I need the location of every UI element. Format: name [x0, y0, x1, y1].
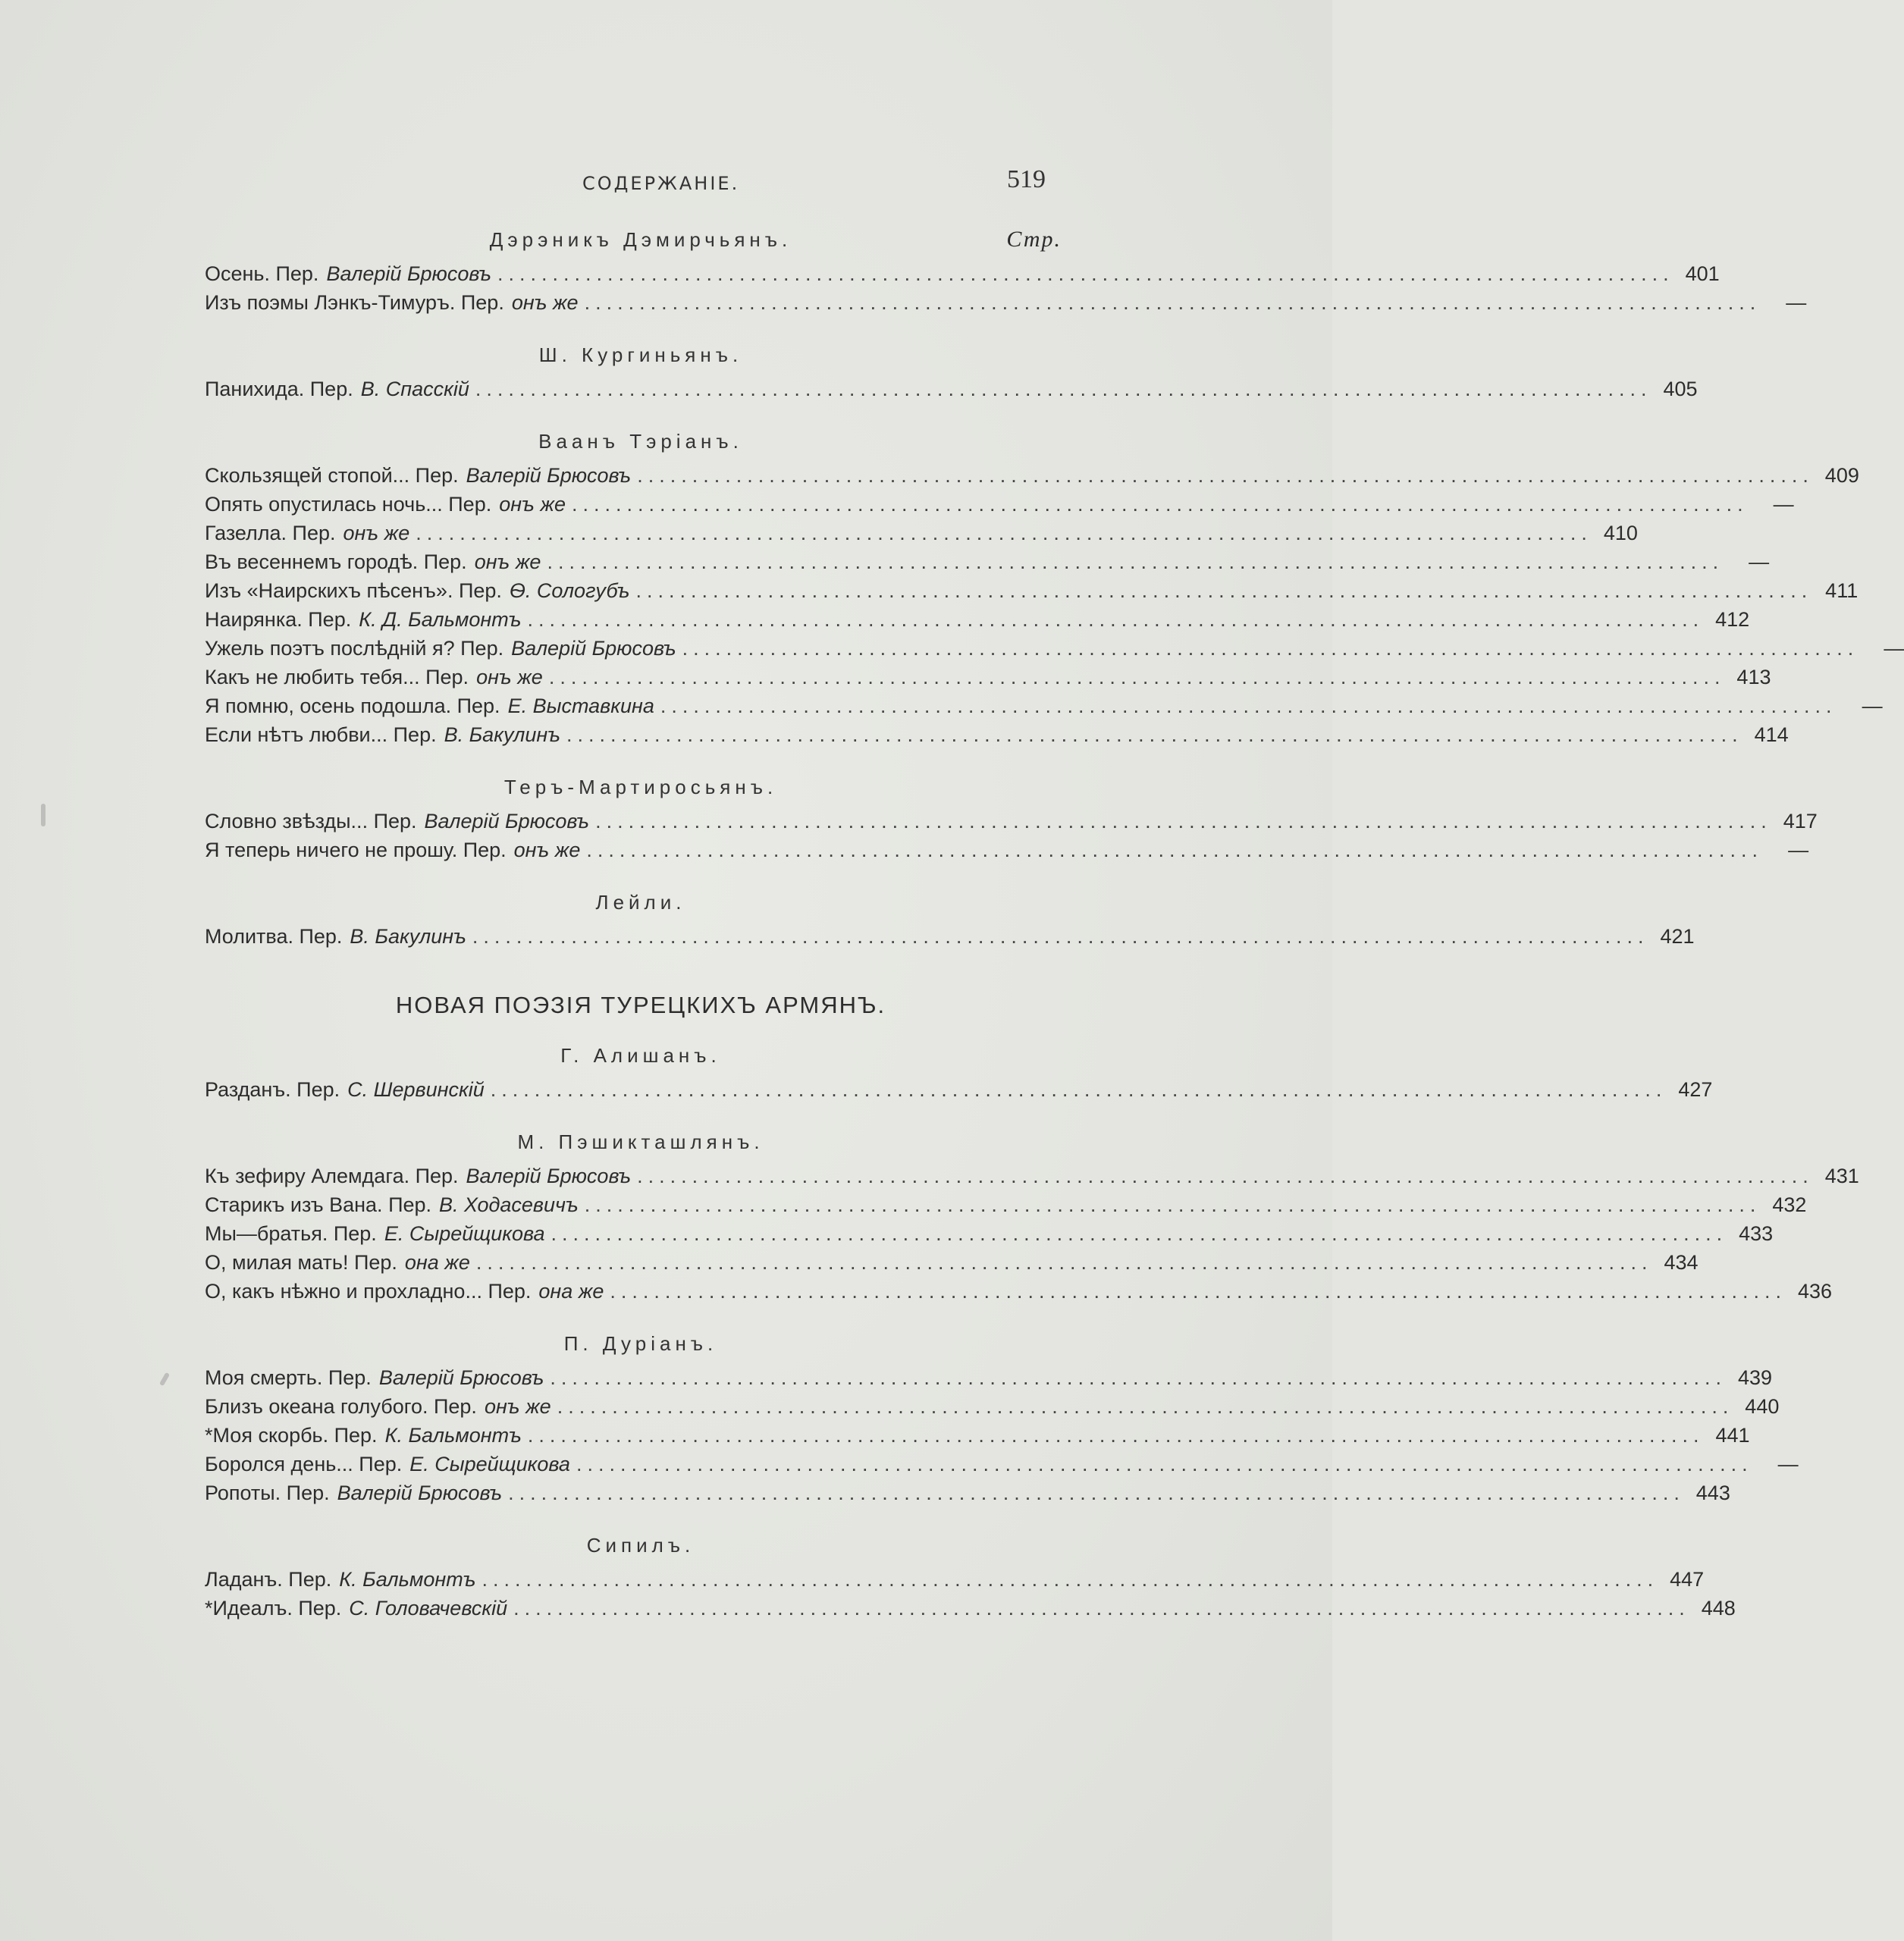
- entry-title: Наирянка. Пер.: [205, 608, 352, 631]
- toc-entry: [205, 461, 1859, 490]
- entry-page-number: —: [1884, 637, 1904, 660]
- toc-entry: [205, 547, 1770, 576]
- toc-entry: [205, 663, 1771, 691]
- toc-section: [205, 1526, 1736, 1623]
- entry-translator: Валерій Брюсовъ: [511, 637, 676, 660]
- entry-translator: Е. Сырейщикова: [384, 1222, 545, 1245]
- leader-dots: ...........................................................................................................: [595, 810, 1772, 833]
- toc-section: [205, 220, 1807, 317]
- toc-entry: [205, 634, 1904, 663]
- toc-entry: [205, 1162, 1859, 1190]
- toc-section: [205, 1122, 1859, 1306]
- leader-dots: ...........................................................................................................: [557, 1395, 1734, 1418]
- entry-title: Осень. Пер.: [205, 262, 319, 285]
- entry-title: Опять опустилась ночь... Пер.: [205, 493, 492, 516]
- author-heading: Сипилъ.: [586, 1534, 695, 1557]
- toc-section: [205, 767, 1818, 864]
- entry-title: Близъ океана голубого. Пер.: [205, 1395, 477, 1418]
- toc-entry: [205, 1421, 1750, 1450]
- entry-page-number: 417: [1783, 810, 1818, 833]
- entry-title: Ладанъ. Пер.: [205, 1568, 332, 1591]
- leader-dots: ...........................................................................................................: [490, 1078, 1667, 1101]
- author-row: [205, 1324, 1077, 1363]
- entry-translator: С. Головачевскій: [349, 1597, 508, 1620]
- author-row: [205, 220, 1077, 259]
- toc-section: [205, 883, 1695, 951]
- entry-translator: Валерій Брюсовъ: [378, 1366, 544, 1389]
- entry-page-number: 436: [1798, 1280, 1833, 1303]
- entry-title: Ужель поэтъ послѣдній я? Пер.: [205, 637, 504, 660]
- entry-page-number: 409: [1824, 464, 1859, 487]
- author-heading: М. Пэшикташлянъ.: [517, 1130, 764, 1153]
- author-row: [205, 767, 1077, 807]
- entry-title: Скользящей стопой... Пер.: [205, 464, 459, 487]
- toc-entry: [205, 807, 1818, 836]
- entry-translator: онъ же: [484, 1395, 551, 1418]
- entry-page-number: 401: [1685, 262, 1720, 285]
- running-head: [0, 165, 1332, 211]
- leader-dots: ...........................................................................................................: [497, 262, 1674, 285]
- leader-dots: ...........................................................................................................: [550, 1366, 1727, 1389]
- entry-page-number: 405: [1663, 378, 1698, 400]
- entry-page-number: 439: [1737, 1366, 1773, 1389]
- author-heading: Ваанъ Тэріанъ.: [538, 430, 743, 453]
- entry-page-number: 421: [1660, 925, 1695, 948]
- entry-title: Къ зефиру Алемдага. Пер.: [205, 1165, 459, 1187]
- entry-page-number: —: [1777, 1453, 1799, 1475]
- leader-dots: ...........................................................................................................: [637, 1165, 1814, 1187]
- toc-entry: [205, 519, 1638, 547]
- entry-translator: Валерій Брюсовъ: [326, 262, 492, 285]
- toc-entry: [205, 576, 1859, 605]
- entry-translator: К. Д. Бальмонтъ: [359, 608, 522, 631]
- entry-title: Въ весеннемъ городѣ. Пер.: [205, 550, 467, 573]
- toc-entry: [205, 1392, 1780, 1421]
- author-heading: Г. Алишанъ.: [560, 1044, 721, 1067]
- leader-dots: ...........................................................................................................: [682, 637, 1859, 660]
- leader-dots: ...........................................................................................................: [548, 666, 1726, 688]
- author-row: [205, 883, 1077, 922]
- entry-title: Словно звѣзды... Пер.: [205, 810, 417, 833]
- toc-entry: [205, 288, 1807, 317]
- entry-page-number: 448: [1701, 1597, 1736, 1620]
- entry-page-number: 443: [1695, 1482, 1730, 1504]
- entry-title: Я теперь ничего не прошу. Пер.: [205, 839, 507, 861]
- entry-translator: В. Спасскій: [360, 378, 469, 400]
- entry-title: *Моя скорбь. Пер.: [205, 1424, 378, 1447]
- author-row: [205, 1526, 1077, 1565]
- entry-page-number: 431: [1824, 1165, 1859, 1187]
- leader-dots: ...........................................................................................................: [584, 291, 1761, 314]
- leader-dots: ...........................................................................................................: [610, 1280, 1787, 1303]
- entry-title: Изъ поэмы Лэнкъ-Тимуръ. Пер.: [205, 291, 504, 314]
- leader-dots: ...........................................................................................................: [472, 925, 1649, 948]
- entry-page-number: —: [1749, 550, 1770, 573]
- toc-entry: [205, 1248, 1699, 1277]
- author-heading: Дэрэникъ Дэмирчьянъ.: [489, 228, 792, 251]
- entry-title: Если нѣтъ любви... Пер.: [205, 723, 437, 746]
- entry-title: Разданъ. Пер.: [205, 1078, 340, 1101]
- entry-translator: она же: [538, 1280, 604, 1303]
- entry-title: Какъ не любить тебя... Пер.: [205, 666, 469, 688]
- toc-part-a: [205, 220, 1904, 951]
- entry-translator: К. Бальмонтъ: [339, 1568, 476, 1591]
- leader-dots: ...........................................................................................................: [513, 1597, 1690, 1620]
- leader-dots: ...........................................................................................................: [416, 522, 1592, 544]
- toc-entry: [205, 720, 1789, 749]
- entry-title: О, милая мать! Пер.: [205, 1251, 397, 1274]
- entry-title: Ропоты. Пер.: [205, 1482, 330, 1504]
- toc-section: [205, 335, 1698, 403]
- entry-title: *Идеалъ. Пер.: [205, 1597, 342, 1620]
- entry-translator: онъ же: [511, 291, 579, 314]
- toc-entry: [205, 1075, 1713, 1104]
- leader-dots: ...........................................................................................................: [566, 723, 1743, 746]
- entry-translator: онъ же: [476, 666, 543, 688]
- entry-translator: онъ же: [343, 522, 410, 544]
- leader-dots: ...........................................................................................................: [508, 1482, 1685, 1504]
- entry-translator: В. Ходасевичъ: [439, 1193, 579, 1216]
- entry-translator: Е. Сырейщикова: [409, 1453, 570, 1475]
- entry-translator: онъ же: [499, 493, 566, 516]
- entry-page-number: 414: [1754, 723, 1789, 746]
- entry-translator: Валерій Брюсовъ: [337, 1482, 503, 1504]
- entry-page-number: 432: [1772, 1193, 1807, 1216]
- margin-mark: [159, 1372, 170, 1387]
- part-heading: НОВАЯ ПОЭЗІЯ ТУРЕЦКИХЪ АРМЯНЪ.: [395, 992, 886, 1018]
- margin-mark: [41, 804, 45, 826]
- leader-dots: ...........................................................................................................: [475, 1251, 1653, 1274]
- toc-part-b: [205, 1036, 1859, 1623]
- entry-translator: С. Шервинскій: [347, 1078, 485, 1101]
- leader-dots: ...........................................................................................................: [635, 579, 1813, 602]
- entry-title: Изъ «Наирскихъ пѣсенъ». Пер.: [205, 579, 502, 602]
- toc-section: [205, 422, 1904, 749]
- entry-title: Панихида. Пер.: [205, 378, 353, 400]
- leader-dots: ...........................................................................................................: [481, 1568, 1659, 1591]
- entry-page-number: 413: [1736, 666, 1771, 688]
- leader-dots: ...........................................................................................................: [527, 1424, 1705, 1447]
- entry-page-number: —: [1788, 839, 1809, 861]
- leader-dots: ...........................................................................................................: [576, 1453, 1753, 1475]
- entry-page-number: 412: [1715, 608, 1750, 631]
- entry-page-number: 410: [1603, 522, 1638, 544]
- entry-title: Мы—братья. Пер.: [205, 1222, 377, 1245]
- toc-entry: [205, 1363, 1773, 1392]
- toc-entry: [205, 836, 1809, 864]
- toc-entry: [205, 922, 1695, 951]
- entry-translator: онъ же: [513, 839, 581, 861]
- entry-page-number: 434: [1664, 1251, 1699, 1274]
- entry-title: Я помню, осень подошла. Пер.: [205, 695, 500, 717]
- toc-entry: [205, 1190, 1807, 1219]
- toc-entry: [205, 375, 1698, 403]
- toc-section: [205, 1324, 1799, 1507]
- entry-translator: К. Бальмонтъ: [384, 1424, 522, 1447]
- toc-entry: [205, 1219, 1774, 1248]
- author-heading: Теръ-Мартиросьянъ.: [503, 776, 778, 798]
- toc-entry: [205, 1478, 1730, 1507]
- entry-title: О, какъ нѣжно и прохладно... Пер.: [205, 1280, 532, 1303]
- leader-dots: ...........................................................................................................: [637, 464, 1814, 487]
- entry-translator: В. Бакулинъ: [350, 925, 466, 948]
- entry-title: Газелла. Пер.: [205, 522, 336, 544]
- leader-dots: ...........................................................................................................: [547, 550, 1724, 573]
- entry-page-number: —: [1862, 695, 1883, 717]
- table-of-contents: [205, 220, 1904, 1641]
- page-number: 519: [1007, 165, 1046, 193]
- leader-dots: ...........................................................................................................: [584, 1193, 1761, 1216]
- leader-dots: ...........................................................................................................: [586, 839, 1764, 861]
- author-row: [205, 1122, 1077, 1162]
- entry-page-number: —: [1773, 493, 1794, 516]
- entry-translator: В. Бакулинъ: [444, 723, 561, 746]
- entry-title: Моя смерть. Пер.: [205, 1366, 372, 1389]
- entry-page-number: 433: [1739, 1222, 1774, 1245]
- author-row: [205, 1036, 1077, 1075]
- leader-dots: ...........................................................................................................: [527, 608, 1705, 631]
- entry-translator: она же: [404, 1251, 470, 1274]
- entry-translator: онъ же: [474, 550, 541, 573]
- toc-entry: [205, 1277, 1833, 1306]
- author-heading: Лейли.: [595, 891, 686, 914]
- toc-entry: [205, 1565, 1705, 1594]
- author-heading: Ш. Кургиньянъ.: [538, 343, 743, 366]
- leader-dots: ...........................................................................................................: [550, 1222, 1728, 1245]
- entry-page-number: —: [1786, 291, 1807, 314]
- entry-title: Молитва. Пер.: [205, 925, 343, 948]
- leader-dots: ...........................................................................................................: [571, 493, 1749, 516]
- toc-entry: [205, 1450, 1799, 1478]
- author-row: [205, 335, 1077, 375]
- toc-entry: [205, 605, 1750, 634]
- leader-dots: ...........................................................................................................: [475, 378, 1652, 400]
- leader-dots: ...........................................................................................................: [660, 695, 1837, 717]
- toc-entry: [205, 259, 1720, 288]
- entry-page-number: 441: [1715, 1424, 1750, 1447]
- entry-page-number: 447: [1670, 1568, 1705, 1591]
- entry-title: Старикъ изъ Вана. Пер.: [205, 1193, 432, 1216]
- entry-translator: Е. Выставкина: [507, 695, 654, 717]
- entry-page-number: 411: [1825, 579, 1859, 602]
- entry-title: Боролся день... Пер.: [205, 1453, 403, 1475]
- toc-entry: [205, 490, 1794, 519]
- entry-translator: Ѳ. Сологубъ: [509, 579, 630, 602]
- author-row: [205, 422, 1077, 461]
- page-column-label: Стр.: [1006, 227, 1062, 252]
- entry-translator: Валерій Брюсовъ: [466, 1165, 632, 1187]
- toc-section: [205, 1036, 1713, 1104]
- entry-translator: Валерій Брюсовъ: [466, 464, 632, 487]
- entry-translator: Валерій Брюсовъ: [424, 810, 590, 833]
- author-heading: П. Дуріанъ.: [563, 1332, 718, 1355]
- entry-page-number: 427: [1678, 1078, 1713, 1101]
- running-title: СОДЕРЖАНІЕ.: [582, 173, 740, 194]
- toc-entry: [205, 1594, 1736, 1623]
- toc-entry: [205, 691, 1883, 720]
- entry-page-number: 440: [1745, 1395, 1780, 1418]
